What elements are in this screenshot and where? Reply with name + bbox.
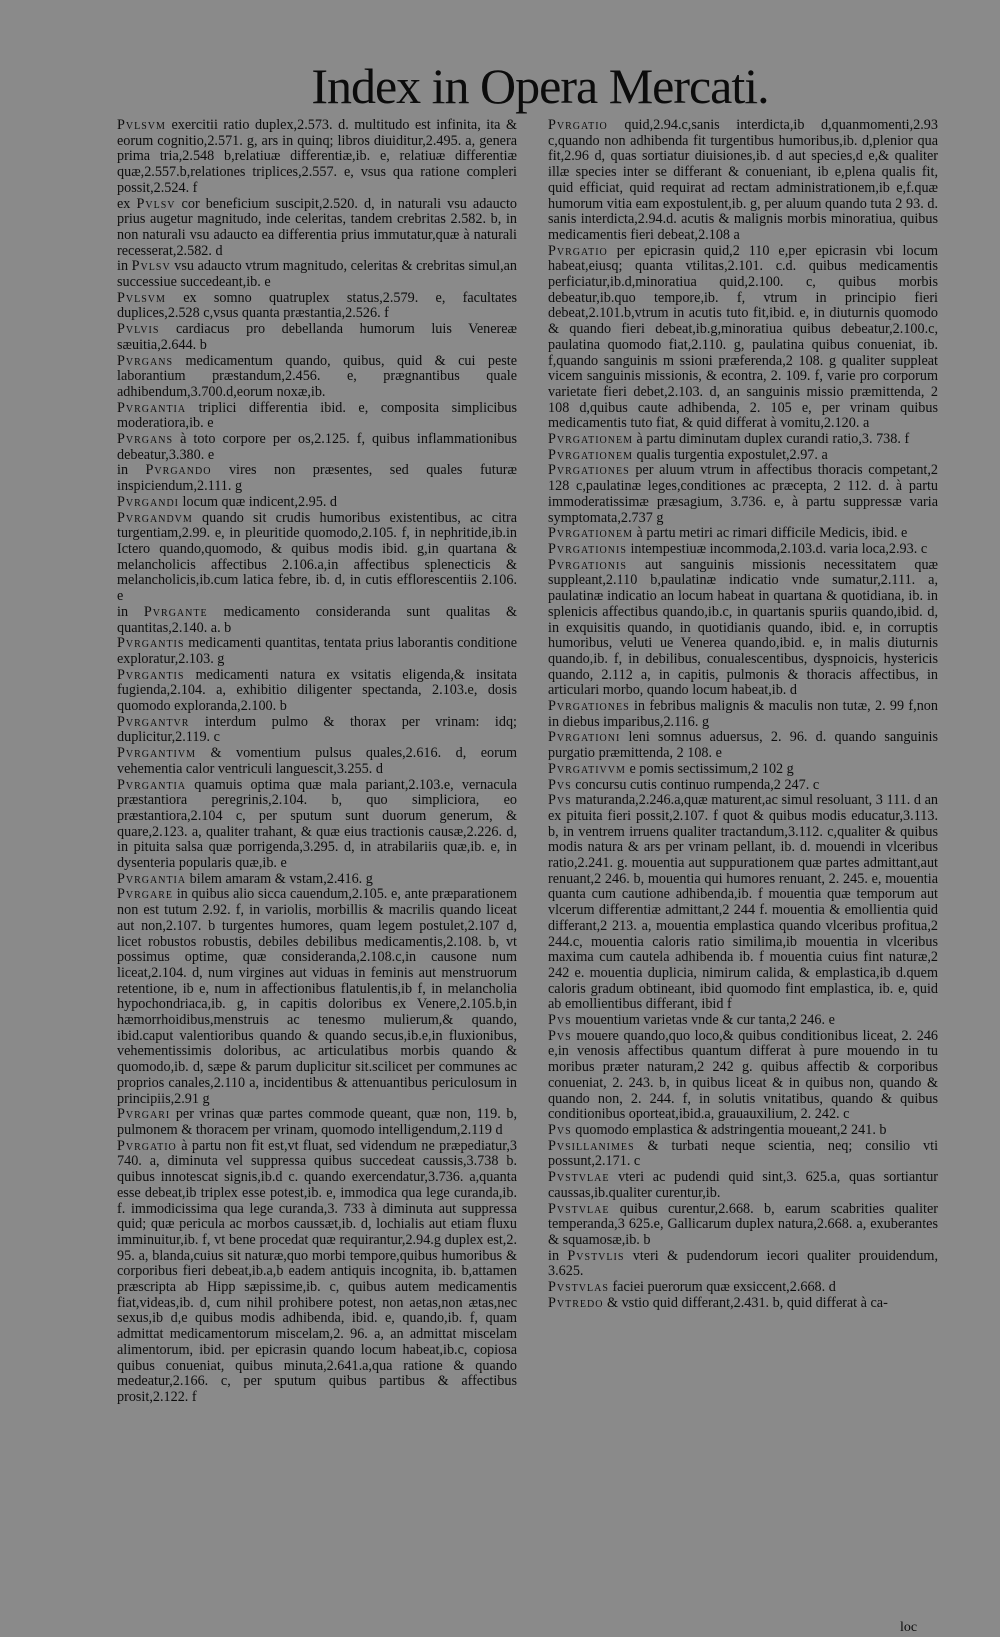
entry-text: aut sanguinis missionis necessitatem quæ suppleant,2.110 b,paulatinæ indicatio vnde sumatur,2.111. a, paulatinæ indicatio an locum habeat in quartana & quotidiana, ib. in splenicis affectibus quando,ib.c, in quartanis spuriis quando,ibid. d, in exquisitis quando, in quotidianis quando, ibid. e, in corruptis humoribus, veluti ue Venerea quando,ibid. e, in malis diuturnis quando,ib. f, in debilibus, conualescentibus, dyspnoicis, hystericis quando, 2.112 a, in capitis, pulmonis & thoracis affectibus, in articulari morbo, quando locum habeat,ib. d xyxy=(548,556,938,699)
entry-text: à partu metiri ac rimari difficile Medicis, ibid. e xyxy=(636,525,908,542)
index-entry xyxy=(548,778,938,794)
entry-prefix: in xyxy=(117,462,129,479)
entry-prefix: in xyxy=(117,603,129,620)
entry-headword: Pvrgans xyxy=(117,431,174,448)
entry-headword: Pvrgante xyxy=(143,603,208,620)
index-entry xyxy=(548,558,938,699)
entry-headword: Pvrgantis xyxy=(117,635,185,652)
entry-text: faciei puerorum quæ exsiccent,2.668. d xyxy=(612,1279,836,1296)
entry-headword: Pvrgationes xyxy=(548,462,630,479)
index-entry xyxy=(117,872,517,888)
index-entry xyxy=(117,322,517,353)
index-entry xyxy=(548,1170,938,1201)
entry-headword: Pvrgationem xyxy=(548,525,633,542)
index-entry xyxy=(117,715,517,746)
entry-headword: Pvlsvm xyxy=(117,117,166,133)
index-entry xyxy=(548,762,938,778)
index-entry xyxy=(117,1107,517,1138)
index-entry xyxy=(117,495,517,511)
left-column xyxy=(117,118,517,1406)
index-entry xyxy=(117,605,517,636)
entry-text: à toto corpore per os,2.125. f, quibus inflammationibus debeatur,3.380. e xyxy=(117,431,517,463)
entry-text: e pomis sectissimum,2 102 g xyxy=(629,760,794,777)
entry-headword: Pvlsvm xyxy=(117,289,166,306)
entry-headword: Pvs xyxy=(548,1012,572,1029)
entry-text: medicamento consideranda sunt qualitas & quantitas,2.140. a. b xyxy=(117,603,518,636)
index-entry xyxy=(117,636,517,667)
index-entry xyxy=(117,432,517,463)
index-entry xyxy=(117,668,517,715)
index-entry xyxy=(117,746,517,777)
entry-text: qualis turgentia expostulet,2.97. a xyxy=(636,446,828,463)
entry-headword: Pvrgandi xyxy=(117,493,179,510)
entry-text: per vrinas quæ partes commode queant, quæ non, 119. b, pulmonem & thoracem per vrinam, quomodo intelligendum,2.119 d xyxy=(117,1106,518,1138)
entry-prefix: in xyxy=(117,258,129,275)
entry-text: & turbati neque scientia, neq; consilio vti possunt,2.171. c xyxy=(548,1137,939,1170)
entry-text: mouentium varietas vnde & cur tanta,2 246. e xyxy=(575,1012,835,1029)
entry-text: exercitii ratio duplex,2.573. d. multitudo est infinita, ita & eorum cognitio,2.571. g, ars in quinq; libros diuiditur,2.495. a, genera prima tria,2.548 b,relatiuæ differentiæ,ib. e, relatiuæ differentiæ quæ,2.557.b,relationes triplices,2.557. e, vsus qua ratione compleri possit,2.524. f xyxy=(117,117,517,196)
entry-headword: Pvstvlis xyxy=(567,1247,625,1264)
entry-headword: Pvrgatio xyxy=(117,1137,177,1154)
entry-headword: Pvs xyxy=(548,1122,572,1138)
index-entry xyxy=(548,118,938,244)
entry-headword: Pvrgationis xyxy=(548,540,627,557)
entry-text: medicamenti natura ex vsitatis eligenda,& insitata fugienda,2.104. a, exhibitio diligenter spectanda, 2.103.e, dosis quomodo exploranda,2.100. b xyxy=(117,666,517,715)
index-entry xyxy=(548,244,938,432)
entry-headword: Pvtredo xyxy=(548,1294,604,1311)
entry-text: interdum pulmo & thorax per vrinam: idq; duplicitur,2.119. c xyxy=(117,713,518,746)
entry-headword: Pvrgantis xyxy=(117,666,185,683)
index-entry xyxy=(548,463,938,526)
entry-headword: Pvrgationis xyxy=(548,556,627,573)
entry-text: medicamentum quando, quibus, quid & cui peste laborantium præstandum,2.456. e, prægnantibus quale adhibendum,3.700.d,eorum noxæ,ib. xyxy=(117,352,518,400)
entry-headword: Pvrgando xyxy=(145,462,212,479)
entry-headword: Pvlsv xyxy=(136,195,176,212)
entry-text: medicamenti quantitas, tentata prius laborantis conditione exploratur,2.103. g xyxy=(117,635,518,667)
entry-text: locum quæ indicent,2.95. d xyxy=(182,493,338,510)
entry-text: in febribus malignis & maculis non tutæ, 2. 99 f,non in diebus imparibus,2.116. g xyxy=(548,698,938,730)
entry-text: cardiacus pro debellanda humorum luis Venereæ sæuitia,2.644. b xyxy=(117,321,518,353)
entry-headword: Pvs xyxy=(548,776,572,793)
index-entry xyxy=(117,511,517,605)
entry-text: cor beneficium suscipit,2.520. d, in naturali vsu adaucto prius augetur magnitudo, inde celeritas, tandem crebritas 2.582. b, in non naturali vsu adaucto ea differentia prius immutatur,quæ à naturali recesserat,2.582. d xyxy=(117,195,518,259)
entry-text: per aluum vtrum in affectibus thoracis competant,2 128 c,paulatinæ leges,conditiones ac præcepta, 2 112. d. à partu immoderatissimæ præsagium, 3.736. e, à partu suppressæ varia symptomata,2.737 g xyxy=(548,462,939,526)
index-entry xyxy=(548,1280,938,1296)
entry-headword: Pvrgationes xyxy=(548,698,630,715)
entry-headword: Pvlsv xyxy=(131,258,171,275)
index-entry xyxy=(548,526,938,542)
entry-headword: Pvrgativvm xyxy=(548,760,626,777)
entry-text: quando sit crudis humoribus existentibus, ac citra turgentiam,2.99. e, in pleuritide quomodo,2.105. f, in nephritide,ib.in Ictero quando,quomodo, & quibus modis ibid. g,in quartana & melancholicis affectibus 2.106.a,in affectibus splenecticis & melancholicis,ib.cum latica febre, ib. d, in cutis efflorescentiis 2.106. e xyxy=(117,509,518,605)
index-entry xyxy=(548,1296,938,1312)
index-entry xyxy=(548,1029,938,1123)
entry-headword: Pvrgantivm xyxy=(117,745,196,762)
entry-headword: Pvsillanimes xyxy=(548,1137,635,1154)
entry-text: concursu cutis continuo rumpenda,2 247. c xyxy=(575,776,820,793)
entry-text: leni somnus aduersus, 2. 96. d. quando sanguinis purgatio præmittenda, 2 108. e xyxy=(548,729,939,762)
entry-text: quid,2.94.c,sanis interdicta,ib d,quanmomenti,2.93 c,quando non adhibenda fit turgentibus humoribus,ib. d,plenior qua fit,2.96 d, quas sortiatur diuisiones,ib. d aut species,d e,& qualiter illæ species inter se differant & conueniant, ib e,plena qualis fit, quid efficiat, quid requirat ad rectam administrationem,ib e,f.quæ humorum vitia eam expostulent,ib. g, per aluum quando tuta 2 93. d. sanis interdicta,2.94.d. acutis & malignis morbis minoratiua, quibus medicamentis fieri debeat,2.108 a xyxy=(548,117,938,243)
entry-text: quamuis optima quæ mala pariant,2.103.e, vernacula præstantiora peregrinis,2.104. b, quo simpliciora, eo præstantiora,2.104 c, per sputum sunt duorum generum, & quare,2.123. a, qualiter trahant, & quæ eius tractionis causæ,2.226. d, in pituita salsa quæ porrigenda,3.295. d, in atrabilariis quæ,ib. e, in dysenteria popularis quæ,ib. e xyxy=(117,776,518,872)
index-entry xyxy=(548,793,938,1013)
index-entry xyxy=(548,448,938,464)
index-entry xyxy=(117,463,517,494)
index-entry xyxy=(548,542,938,558)
page-title: Index in Opera Mercati. xyxy=(311,58,769,114)
entry-headword: Pvrgantia xyxy=(117,776,187,793)
entry-headword: Pvrgantia xyxy=(117,399,187,416)
index-entry xyxy=(117,1139,517,1406)
index-entry xyxy=(548,1123,938,1139)
entry-text: in quibus alio sicca cauendum,2.105. e, ante præparationem non est tutum 2.92. f, in variolis, morbillis & macrilis quando liceat aut non,2.107. b turgentes humores, quam legem postulet,2.107 d, licet robustos robustis, debiles debilibus medicamentis,2.108. b, vt possimus optime, quæ consideranda,2.108.c,in causone num liceat,2.104. d, num virgines aut viduas in feminis aut menstruorum retentione, ib e, num in affectionibus flatulentis,ib f, in melancholia hypochondriaca,ib. g, in capitis doloribus ex Venere,2.105.b,in hæmorrhoidibus,menstruis ac tenesmo mulierum,& quando, ibid.caput valentioribus quando & quando secus,ib.e,in fluxionibus, vehementissimis doloribus, ac articulatibus morbis quando & quomodo,ib. d, sæpe & parum duplicitur sit.scilicet per communes ac proprios canales,2.110 a, incidentibus & attenuantibus periculosum in principiis,2.91 g xyxy=(117,886,518,1107)
entry-headword: Pvrgationem xyxy=(548,431,633,448)
index-entry xyxy=(548,730,938,761)
entry-prefix: in xyxy=(548,1247,560,1264)
entry-text: bilem amaram & vstam,2.416. g xyxy=(189,870,373,887)
entry-headword: Pvrgari xyxy=(117,1106,171,1123)
index-entry xyxy=(117,354,517,401)
entry-headword: Pvrgatio xyxy=(548,242,608,259)
index-entry xyxy=(117,197,517,260)
entry-headword: Pvrgantia xyxy=(117,870,187,887)
index-entry xyxy=(117,401,517,432)
right-column xyxy=(548,118,938,1311)
index-entry xyxy=(117,291,517,322)
entry-text: à partu non fit est,vt fluat, sed videndum ne præpediatur,3 740. a, diminuta vel suppressa quibus succedeat caussis,3.738 b. quibus innotescat signis,ib.d c. quando exercendatur,3.736. a,quanta esse debeat,ib triplex esse potest,ib. e, immodica qua lege curanda,ib. f. immodicissima qua lege curanda,3. 733 à diminuta aut suppressa quid; quæ pericula ac morbos caussæt,ib. d, lochialis aut etiam fluxu imminuitur,ib. f, vt bene procedat quæ requirantur,2.94.g duplex est,2. 95. a, blanda,cuius sit naturæ,quo morbi tempore,quibus humoribus & corporibus fieri debeat,ib.a,b eadem antiquis incognita, ib. b,attamen præscripta ab Hipp sæpissime,ib. c, quibus autem medicamentis fiat,videas,ib. d, cum nihil prohibere potest, non aetas,non ætas,nec sexus,ib d,e quibus modis adhibenda, ibid. e, quando,ib. f, quam admittat medicamentorum miscelam,2. 96. a, an admittat miscelam alimentorum, ibid. per epicrasin quando locum habeat,ib.c, copiosa quibus conueniat, quibus minuta,2.641.a,qua ratione & quando medeatur,2.166. c, per sputum quibus partibus & affectibus prosit,2.122. f xyxy=(117,1137,518,1405)
catchword: loc xyxy=(900,1620,918,1635)
entry-headword: Pvrgationi xyxy=(548,729,621,746)
index-entry xyxy=(548,1249,938,1280)
entry-text: & vstio quid differant,2.431. b, quid differat à ca- xyxy=(607,1294,888,1311)
entry-headword: Pvs xyxy=(548,792,572,809)
entry-text: intempestiuæ incommoda,2.103.d. varia loca,2.93. c xyxy=(630,540,928,557)
entry-text: maturanda,2.246.a,quæ maturent,ac simul resoluant, 3 111. d an ex pituita fieri possit,2.107. f quot & quibus modis educatur,3.113. b, in ventrem irruens qualiter tractandum,3.112. c,qualiter & quibus modis natura & ars per vrinam pellant, ib. d. mouendi in vlceribus ratio,2.241. g. mouentia aut suppurationem quæ partes admittant,aut renuant,2 246. b, mouentia qui humores renuant, 2. 245. e, mouentia quanta cum cautione adhibenda,ib. f mouentia quæ temporum aut vlcerum differentiæ admittant,2 244 f. mouentia & emollientia quid differant,2 213. a, mouentia emplastica quando vlceribus profitua,2 244.c, mouentia caloris ratio similima,ib mouentia in vlceribus maxima cum cautela adhibenda ib. f mouentia cuius fint naturæ,2 242 e. mouentia duplicia, nimirum calida, & emplastica,ib d.quem caloris gradum obtineant, ibid quomodo fint emplastica, ib. e, quid ab emollientibus differant, ibid f xyxy=(548,792,939,1013)
entry-text: vires non præsentes, sed quales futuræ inspiciendum,2.111. g xyxy=(117,462,517,495)
entry-headword: Pvstvlas xyxy=(548,1279,609,1296)
index-entry xyxy=(117,118,517,197)
entry-headword: Pvrgans xyxy=(117,352,174,369)
entry-headword: Pvrgare xyxy=(117,886,174,903)
entry-headword: Pvstvlae xyxy=(548,1169,610,1186)
entry-text: triplici differentia ibid. e, composita simplicibus moderatiora,ib. e xyxy=(117,399,517,432)
entry-headword: Pvrgandvm xyxy=(117,509,193,526)
entry-text: quomodo emplastica & adstringentia moueant,2 241. b xyxy=(575,1122,887,1138)
index-entry xyxy=(548,1139,938,1170)
entry-text: ex somno quatruplex status,2.579. e, facultates duplices,2.528 c,vsus quanta præstantia,2.526. f xyxy=(117,289,517,322)
entry-text: & vomentium pulsus quales,2.616. d, eorum vehementia calor ventriculi languescit,3.255. d xyxy=(117,745,518,777)
index-entry xyxy=(117,887,517,1107)
entry-text: à partu diminutam duplex curandi ratio,3. 738. f xyxy=(636,431,910,448)
entry-headword: Pvlvis xyxy=(117,321,160,338)
index-entry xyxy=(548,1013,938,1029)
entry-text: vteri ac pudendi quid sint,3. 625.a, quas sortiantur caussas,ib.qualiter curentur,ib. xyxy=(548,1169,939,1201)
entry-headword: Pvrgatio xyxy=(548,117,608,133)
entry-headword: Pvrgantvr xyxy=(117,713,190,730)
entry-headword: Pvrgationem xyxy=(548,446,633,463)
index-entry xyxy=(548,1202,938,1249)
index-entry xyxy=(548,699,938,730)
entry-text: vsu adaucto vtrum magnitudo, celeritas & crebritas simul,an successiue succedeant,ib. e xyxy=(117,258,518,291)
index-entry xyxy=(117,259,517,290)
index-entry xyxy=(117,778,517,872)
entry-text: per epicrasin quid,2 110 e,per epicrasin vbi locum habeat,eiusq; quanta vtilitas,2.101. c.d. quibus medicamentis perficiatur,ib.d,minoratiua quid,2.100. c, quibus morbis debeatur,ib.quo tempore,ib. f, vtrum in principio fieri debeat,2.101.b,vtrum in acutis tuto fit,ibid. e, in diuturnis quomodo & quando fieri debeat,ib.g,minoratiua quibus debeatur,2.100.c, paulatina quomodo fiat,2.110. g, paulatina quibus conueniat, ib. f,quando sanguinis m ssioni præferenda,2 108. g qualiter suppleat vicem sanguinis missionis, & econtra, 2. 109. f, varie pro corporum varietate fieri debet,2.103. d, an sanguinis missio præmittenda, 2 108 d,quibus caute adhibenda, 2. 105 e, per vrinam quibus medicamentis tuto fiat, & quid differat à vomitu,2.120. a xyxy=(548,242,939,432)
index-entry xyxy=(548,432,938,448)
entry-text: quibus curentur,2.668. b, earum scabrities qualiter temperanda,3 625.e, Gallicarum duplex natura,2.668. a, exuberantes & squamosæ,ib. b xyxy=(548,1200,938,1248)
entry-prefix: ex xyxy=(117,195,131,212)
entry-headword: Pvs xyxy=(548,1027,572,1044)
entry-headword: Pvstvlae xyxy=(548,1200,610,1217)
entry-text: vteri & pudendorum iecori qualiter prouidendum, 3.625. xyxy=(548,1247,939,1280)
entry-text: mouere quando,quo loco,& quibus conditionibus liceat, 2. 246 e,in venosis affectibus quantum differat à pure mouendo in tu moribus præter naturam,2 242 g. quibus affectib & corporibus conueniat, 2. 243. b, in quibus liceat & in quibus non, quando & quando non, 2. 244. f, in solutis vnitatibus, quando & quibus conditionibus oporteat,ibid.a, grauauxilium, 2. 242. c xyxy=(548,1027,939,1123)
